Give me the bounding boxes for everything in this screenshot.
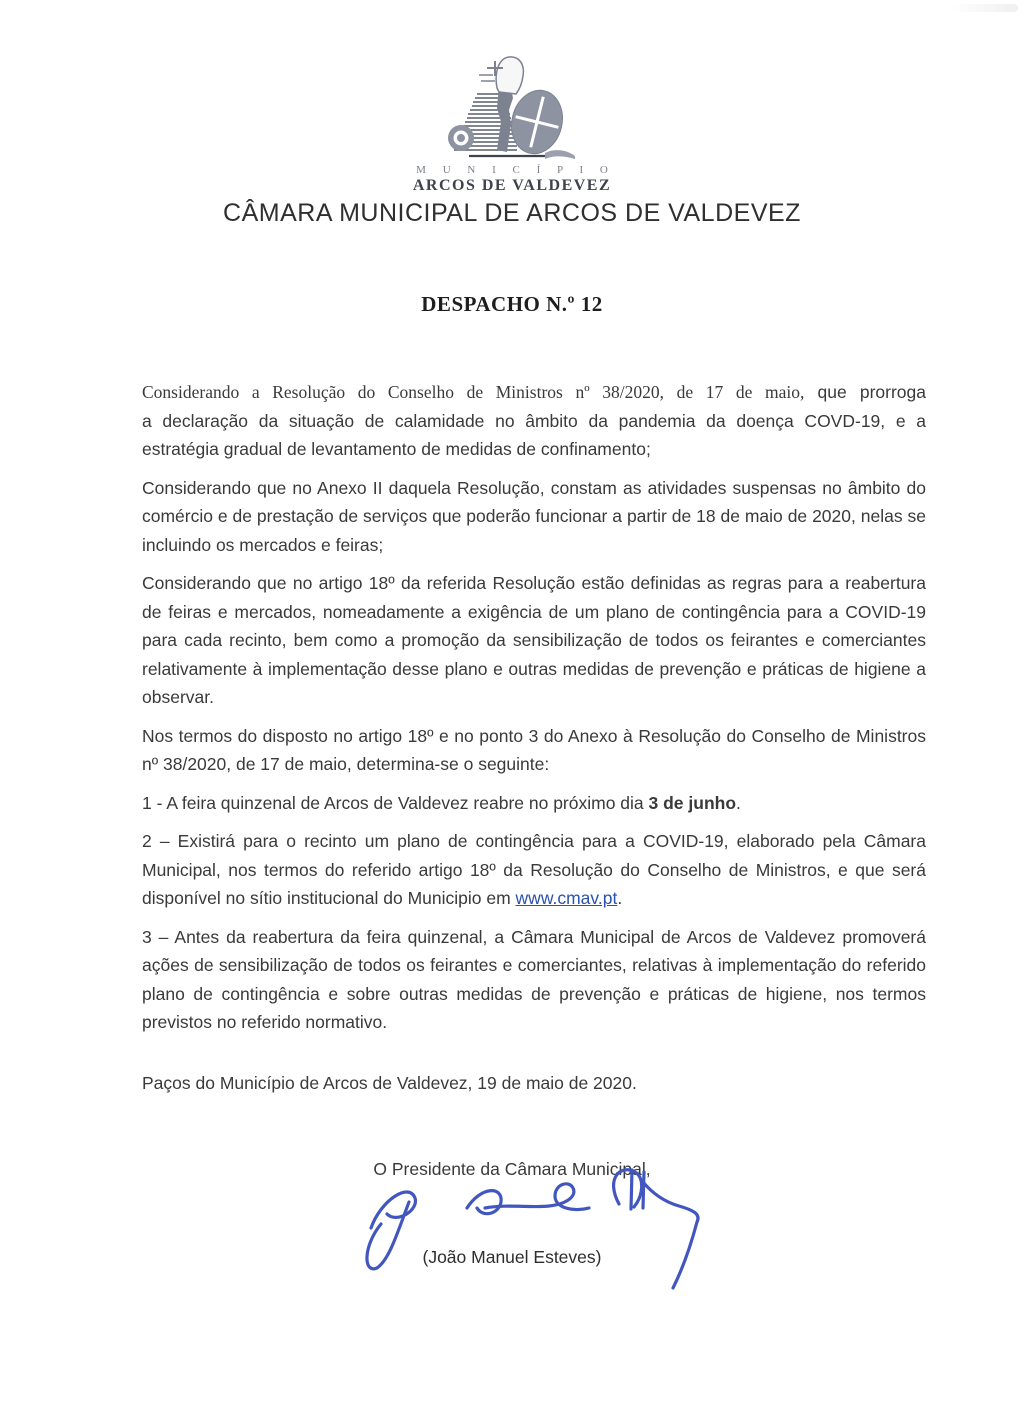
paragraph-considerando-3: Considerando que no artigo 18º da referida Resolução estão definidas as regras para a reabertura de feiras e mercados, nomeadamente a exigência de um plano de contingência para a COVID-19 para cada recinto, bem como a promoção da sensibilização de todos os feirantes e comerciantes relativamente à implementação desse plano e outras medidas de prevenção e práticas de higiene a observar. xyxy=(142,573,926,707)
item-2-period: . xyxy=(617,888,623,908)
document-body xyxy=(142,378,926,1097)
paragraph-1-first-line xyxy=(142,378,926,407)
paragraph-considerando-1 xyxy=(142,378,926,464)
paragraph-1-rest: a declaração da situação de calamidade no âmbito da pandemia da doença COVD-19, e a estratégia gradual de levantamento de medidas de confinamento; xyxy=(142,410,926,459)
logo-municipio-label: M U N I C Í P I O xyxy=(416,164,615,176)
list-item-1 xyxy=(142,789,926,818)
paragraph-1-sans-fragment: que prorroga xyxy=(817,382,926,402)
document-header xyxy=(0,52,1024,228)
scan-artifact xyxy=(948,4,1018,12)
signatory-name: (João Manuel Esteves) xyxy=(422,1247,602,1267)
signatory-title: O Presidente da Câmara Municipal, xyxy=(373,1159,651,1179)
item-2-text: 2 – Existirá para o recinto um plano de contingência para a COVID-19, elaborado pela Câmara Municipal, nos termos do referido artigo 18º da Resolução do Conselho de Ministros, e que será disponível no sítio institucional do Municipio em xyxy=(142,831,926,908)
paragraph-1-serif-fragment: Considerando a Resolução do Conselho de Ministros nº 38/2020, de 17 de maio, xyxy=(142,382,805,402)
municipal-logo xyxy=(409,52,615,195)
paragraph-considerando-2: Considerando que no Anexo II daquela Resolução, constam as atividades suspensas no âmbito do comércio e de prestação de serviços que poderão funcionar a partir de 18 de maio de 2020, nelas se incluindo os mercados e feiras; xyxy=(142,477,926,555)
paragraph-nos-termos: Nos termos do disposto no artigo 18º e no ponto 3 do Anexo à Resolução do Conselho de Ministros nº 38/2020, de 17 de maio, determina-se o seguinte: xyxy=(142,725,926,774)
place-date-line: Paços do Município de Arcos de Valdevez, 19 de maio de 2020. xyxy=(142,1072,637,1093)
item-1-period: . xyxy=(736,792,741,813)
website-link[interactable]: www.cmav.pt xyxy=(515,888,618,908)
organization-title: CÂMARA MUNICIPAL DE ARCOS DE VALDEVEZ xyxy=(223,199,801,227)
document-title: DESPACHO N.º 12 xyxy=(421,292,603,316)
list-item-3: 3 – Antes da reabertura da feira quinzenal, a Câmara Municipal de Arcos de Valdevez promoverá ações de sensibilização de todos os feirantes e comerciantes, relativas à implementação do referido plano de contingência e sobre outras medidas de prevenção e práticas de higiene, nos termos previstos no referido normativo. xyxy=(142,926,926,1032)
list-item-2 xyxy=(142,827,926,913)
item-1-date-bold: 3 de junho xyxy=(648,792,737,813)
logo-municipality-name: ARCOS DE VALDEVEZ xyxy=(412,177,612,194)
item-1-text: 1 - A feira quinzenal de Arcos de Valdevez reabre no próximo dia xyxy=(142,792,649,813)
coat-of-arms-icon xyxy=(437,52,587,162)
